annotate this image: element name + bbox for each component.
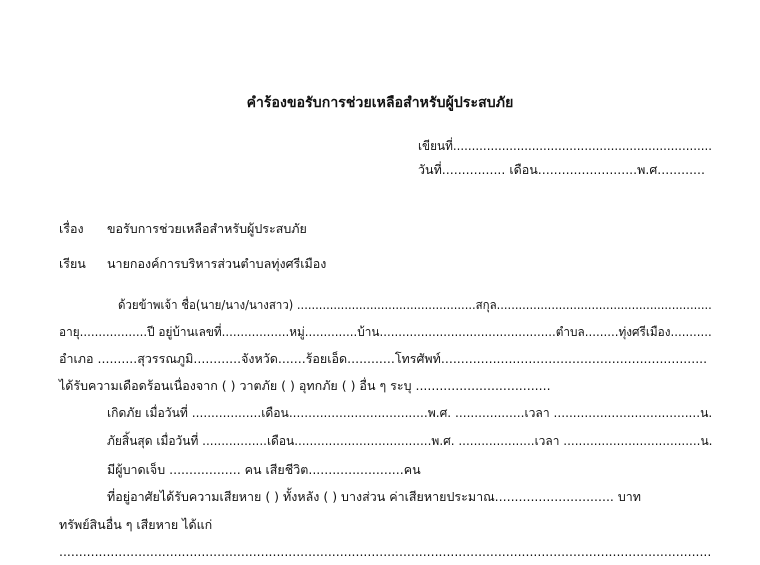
disaster-end-line: ภัยสิ้นสุด เมื่อวันที่ .................เดือน....................................พ.ศ. ....................เวลา ....................................น. <box>107 433 713 448</box>
district-line: อำเภอ ..........สุวรรณภูมิ............จังหวัด.......ร้อยเอ็ด............โทรศัพท์................................................................... <box>59 351 708 366</box>
casualties-line: มีผู้บาดเจ็บ .................. คน เสียชีวิต........................คน <box>107 462 421 477</box>
recipient-text: นายกองค์การบริหารส่วนตำบลทุ่งศรีเมือง <box>107 256 327 271</box>
blank-fill-line: ..................................................................................................................................................................... <box>59 544 712 559</box>
disaster-type-line: ได้รับความเดือดร้อนเนื่องจาก ( ) วาตภัย ( ) อุทกภัย ( ) อื่น ๆ ระบุ .................................. <box>59 378 551 393</box>
housing-damage-line: ที่อยู่อาศัยได้รับความเสียหาย ( ) ทั้งหลัง ( ) บางส่วน ค่าเสียหายประมาณ.............................. บาท <box>107 489 642 504</box>
address-line: อายุ..................ปี อยู่บ้านเลขที่..................หมู่..............บ้าน...............................................ตำบล.........ทุ่งศรีเมือง........... <box>59 324 712 339</box>
disaster-start-line: เกิดภัย เมื่อวันที่ ..................เดือน....................................พ.ศ. ..................เวลา ......................................น. <box>107 405 713 420</box>
written-at-line: เขียนที่..................................................................... <box>418 138 712 153</box>
date-line: วันที่................ เดือน.........................พ.ศ............ <box>418 162 705 177</box>
subject-text: ขอรับการช่วยเหลือสำหรับผู้ประสบภัย <box>107 221 307 236</box>
other-property-line: ทรัพย์สินอื่น ๆ เสียหาย ได้แก่ <box>59 517 213 532</box>
recipient-label: เรียน <box>59 256 86 271</box>
applicant-name-line: ด้วยข้าพเจ้า ชื่อ(นาย/นาง/นางสาว) .................................................สกุล........................................................... <box>118 297 712 312</box>
subject-label: เรื่อง <box>59 221 84 236</box>
document-title: คำร้องขอรับการช่วยเหลือสำหรับผู้ประสบภัย <box>246 95 514 111</box>
